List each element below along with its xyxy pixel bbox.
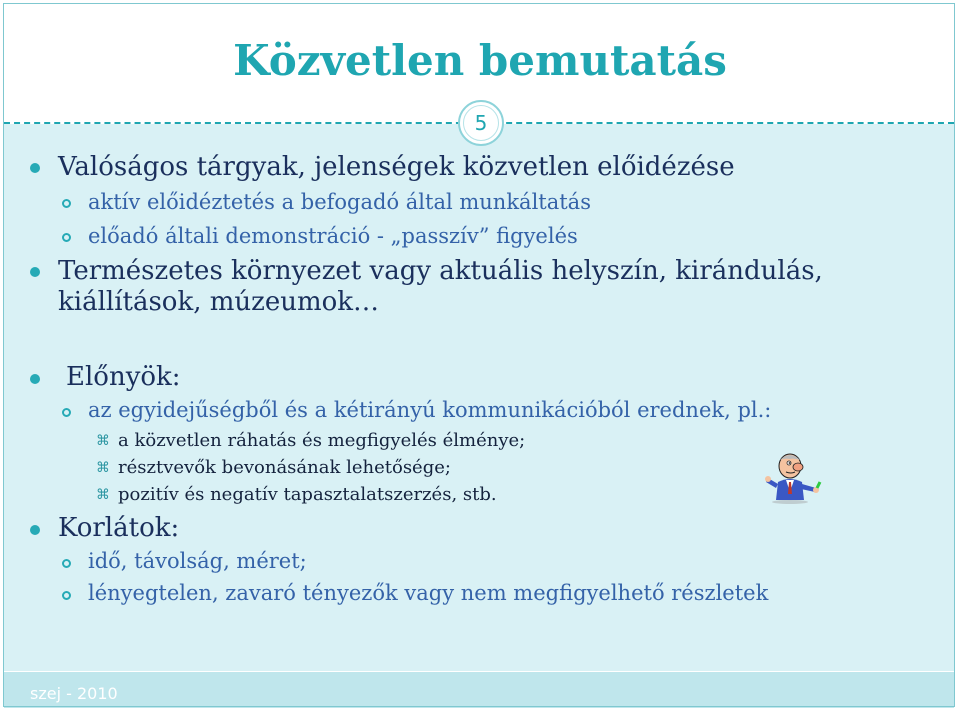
bullet-dot-icon	[30, 267, 40, 277]
page-number-badge	[458, 100, 504, 146]
sub-bullet-text: lényegtelen, zavaró tényezők vagy nem megfigyelhető részletek	[88, 581, 769, 605]
presenter-man-icon	[764, 452, 822, 504]
bullet-dot-icon	[30, 163, 40, 173]
bullet-text: Előnyök:	[66, 362, 181, 392]
sub-sub-bullet-text: résztvevők bevonásának lehetősége;	[118, 457, 451, 478]
bullet-text-continued: kiállítások, múzeumok…	[58, 287, 380, 317]
bullet-text: Természetes környezet vagy aktuális helyszín, kirándulás,	[58, 256, 823, 286]
star-bullet-icon: ⌘	[96, 487, 110, 503]
sub-bullet-text: aktív előidéztetés a befogadó által munkáltatás	[88, 190, 591, 214]
sub-bullet-text: idő, távolság, méret;	[88, 549, 307, 573]
bullet-text: Valóságos tárgyak, jelenségek közvetlen előidézése	[58, 152, 735, 182]
page-number: 5	[474, 111, 488, 135]
bullet-ring-icon	[62, 408, 71, 417]
star-bullet-icon: ⌘	[96, 460, 110, 476]
bullet-ring-icon	[62, 559, 71, 568]
sub-sub-bullet-text: a közvetlen ráhatás és megfigyelés élménye;	[118, 430, 526, 451]
bullet-text: Korlátok:	[58, 513, 180, 543]
bullet-dot-icon	[30, 374, 40, 384]
bullet-ring-icon	[62, 591, 71, 600]
footer-text: szej - 2010	[30, 684, 118, 703]
star-bullet-icon: ⌘	[96, 433, 110, 449]
sub-bullet-text: az egyidejűségből és a kétirányú kommunikációból erednek, pl.:	[88, 398, 772, 422]
sub-sub-bullet-text: pozitív és negatív tapasztalatszerzés, stb.	[118, 484, 497, 505]
sub-bullet-text: előadó általi demonstráció - „passzív” figyelés	[88, 224, 578, 248]
bullet-ring-icon	[62, 199, 71, 208]
slide-title: Közvetlen bemutatás	[233, 36, 727, 85]
bullet-dot-icon	[30, 525, 40, 535]
bullet-ring-icon	[62, 233, 71, 242]
